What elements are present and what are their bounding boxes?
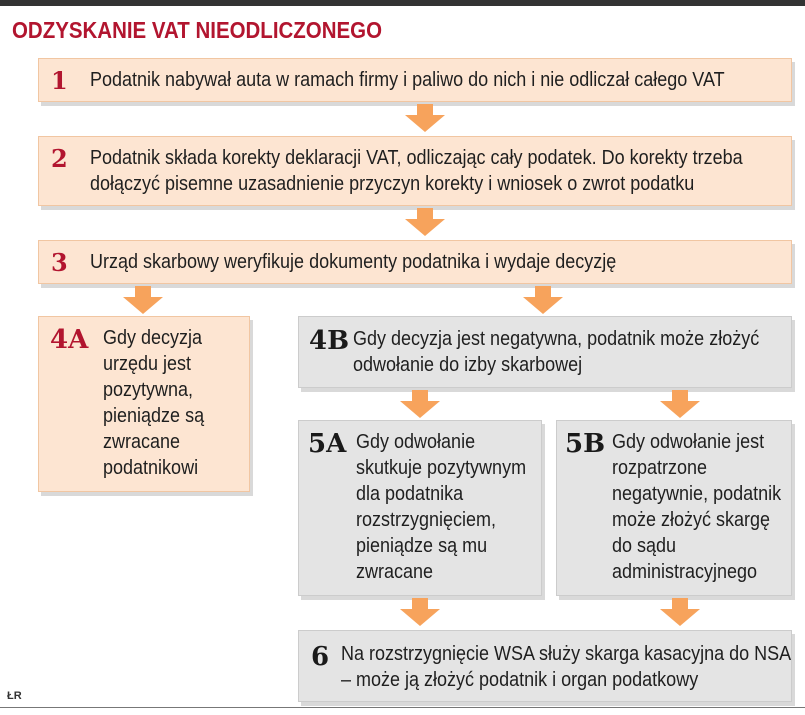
step-3-line: Urząd skarbowy weryfikuje dokumenty podatnika i wydaje decyzję: [90, 251, 617, 273]
step-5b-line: administracyjnego: [612, 561, 758, 583]
step-5b-line: negatywnie, podatnik: [612, 483, 782, 505]
step-4a-line: pozytywna,: [103, 379, 194, 401]
step-5b-text: [612, 429, 781, 585]
step-5b-line: Gdy odwołanie jest: [612, 431, 765, 453]
top-rule: [0, 0, 805, 6]
arrow-1-2: [405, 104, 445, 132]
step-3-text: [90, 249, 616, 275]
arrow-5a-6: [400, 598, 440, 626]
step-5a-line: zwracane: [356, 561, 434, 583]
step-4b-number: 4B: [309, 326, 350, 356]
step-5b-line: może złożyć skargę: [612, 509, 771, 531]
arrow-2-3: [405, 208, 445, 236]
step-5a-line: pieniądze są mu: [356, 535, 488, 557]
arrow-3-4b: [523, 286, 563, 314]
step-4a-line: zwracane: [103, 431, 181, 453]
step-1-line: Podatnik nabywał auta w ramach firmy i paliwo do nich i nie odliczał całego VAT: [90, 69, 725, 91]
step-6-line: Na rozstrzygnięcie WSA służy skarga kasacyjna do NSA: [341, 643, 792, 665]
step-4b-text: [353, 326, 759, 378]
step-5a-number: 5A: [308, 429, 347, 459]
step-5a-line: skutkuje pozytywnym: [356, 457, 527, 479]
step-5a-text: [356, 429, 526, 585]
arrow-4b-5a: [400, 390, 440, 418]
bottom-rule: [0, 707, 805, 708]
step-1-text: [90, 67, 725, 93]
arrow-3-4a: [123, 286, 163, 314]
step-4a-text: [103, 325, 204, 481]
step-5b-number: 5B: [565, 429, 606, 459]
step-2-line: Podatnik składa korekty deklaracji VAT, odliczając cały podatek. Do korekty trzeba: [90, 147, 743, 169]
step-5a-line: rozstrzygnięciem,: [356, 509, 497, 531]
step-4a-line: pieniądze są: [103, 405, 205, 427]
step-2-text: [90, 145, 743, 197]
step-5b-line: do sądu: [612, 535, 677, 557]
author-credit: ŁR: [7, 690, 22, 702]
step-1-number: 1: [51, 66, 68, 95]
step-6-line: – może ją złożyć podatnik i organ podatkowy: [341, 669, 699, 691]
step-4a-line: urzędu jest: [103, 353, 192, 375]
step-3-number: 3: [51, 248, 68, 277]
step-4a-line: Gdy decyzja: [103, 327, 203, 349]
step-5a-line: dla podatnika: [356, 483, 464, 505]
step-6-number: 6: [311, 642, 330, 672]
step-2-line: dołączyć pisemne uzasadnienie przyczyn korekty i wniosek o zwrot podatku: [90, 173, 695, 195]
step-5b-line: rozpatrzone: [612, 457, 708, 479]
arrow-4b-5b: [660, 390, 700, 418]
step-2-number: 2: [51, 144, 68, 173]
step-6-text: [341, 641, 791, 693]
step-4a-number: 4A: [50, 325, 89, 355]
step-4b-line: Gdy decyzja jest negatywna, podatnik może złożyć: [353, 328, 760, 350]
arrow-5b-6: [660, 598, 700, 626]
step-4a-line: podatnikowi: [103, 457, 199, 479]
step-5a-line: Gdy odwołanie: [356, 431, 476, 453]
step-4b-line: odwołanie do izby skarbowej: [353, 354, 583, 376]
diagram-title: ODZYSKANIE VAT NIEODLICZONEGO: [12, 17, 382, 43]
